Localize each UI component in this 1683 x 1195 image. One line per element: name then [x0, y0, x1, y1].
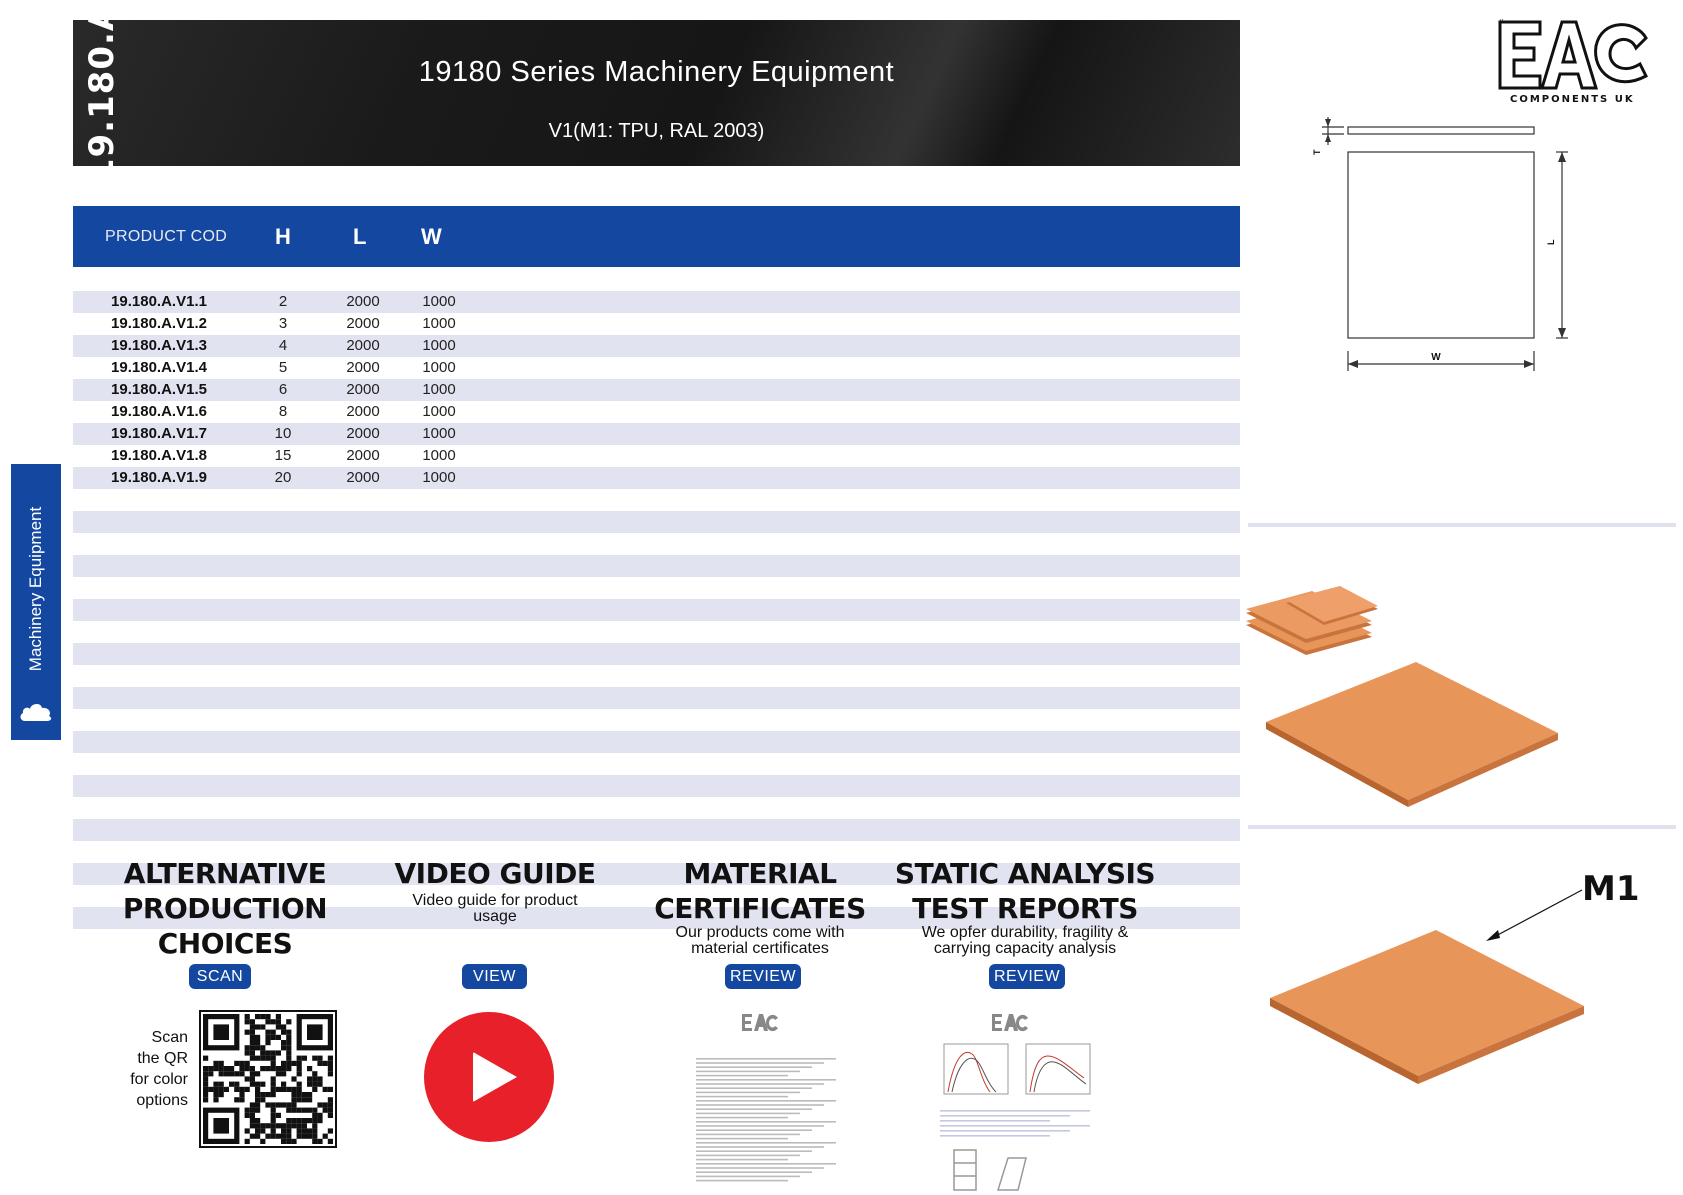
cell-w	[409, 709, 469, 731]
cell-product-code: 19.180.A.V1.1	[111, 293, 207, 310]
cell-h	[263, 621, 303, 643]
cell-h: 6	[278, 381, 288, 398]
cell-l	[333, 775, 393, 797]
table-row-empty	[73, 753, 1240, 775]
table-row-empty	[73, 599, 1240, 621]
cell-h	[263, 775, 303, 797]
play-icon[interactable]	[424, 1012, 554, 1142]
test-report-preview	[930, 1008, 1110, 1190]
cell-w	[409, 753, 469, 775]
cell-l: 2000	[346, 359, 380, 376]
cell-w: 1000	[422, 293, 456, 310]
cell-product-code: 19.180.A.V1.4	[111, 359, 207, 376]
technical-drawing	[1300, 115, 1556, 385]
cell-w	[409, 555, 469, 577]
video-title: VIDEO GUIDE	[394, 857, 596, 890]
cell-l: 2000	[346, 293, 380, 310]
video-subtitle-line-1: Video guide for product	[412, 892, 578, 909]
certificates-subtitle	[620, 925, 900, 957]
cell-h	[263, 731, 303, 753]
cell-h	[263, 511, 303, 533]
cell-product-code	[103, 665, 215, 687]
cell-product-code: 19.180.A.V1.6	[111, 403, 207, 420]
plate-side-view	[1348, 127, 1534, 134]
table-row-empty	[73, 819, 1240, 841]
logo-tagline: COMPONENTS UK	[1510, 94, 1635, 105]
cell-w: 1000	[422, 381, 456, 398]
table-row	[73, 423, 1240, 445]
table-row-empty	[73, 709, 1240, 731]
table-row-empty	[73, 687, 1240, 709]
table-row-empty	[73, 665, 1240, 687]
cell-product-code	[103, 643, 215, 665]
table-row-empty	[73, 643, 1240, 665]
cell-w	[409, 533, 469, 555]
cell-product-code	[103, 797, 215, 819]
table-row-empty	[73, 731, 1240, 753]
cell-product-code	[103, 511, 215, 533]
cell-l: 2000	[346, 425, 380, 442]
table-row	[73, 401, 1240, 423]
cell-h: 2	[278, 293, 288, 310]
cell-l: 2000	[346, 337, 380, 354]
cell-h	[263, 665, 303, 687]
side-tab-label: Machinery Equipment	[26, 506, 45, 672]
test-report-thumbnail[interactable]	[930, 1008, 1110, 1190]
cell-product-code	[103, 709, 215, 731]
table-row-empty	[73, 555, 1240, 577]
cell-product-code	[103, 687, 215, 709]
certificates-subtitle-line-1: Our products come with	[675, 924, 845, 941]
qr-code-pattern	[201, 1012, 335, 1146]
cell-product-code	[103, 731, 215, 753]
cell-product-code	[103, 555, 215, 577]
view-button[interactable]: VIEW	[462, 964, 527, 989]
table-row-empty	[73, 621, 1240, 643]
table-row-empty	[73, 577, 1240, 599]
certificates-title-line-2: CERTIFICATES	[654, 892, 866, 925]
cell-w	[409, 819, 469, 841]
table-header	[73, 206, 1240, 267]
table-row	[73, 467, 1240, 489]
cell-w: 1000	[422, 425, 456, 442]
cell-w	[409, 731, 469, 753]
cell-l	[333, 819, 393, 841]
table-row	[73, 335, 1240, 357]
cell-h	[263, 599, 303, 621]
static-title-line-2: TEST REPORTS	[912, 892, 1138, 925]
table-row	[73, 357, 1240, 379]
certificates-review-button[interactable]: REVIEW	[725, 964, 801, 989]
cell-l	[333, 621, 393, 643]
large-plate-top	[1266, 662, 1558, 800]
cell-w	[409, 687, 469, 709]
static-subtitle-line-1: We opfer durability, fragility &	[921, 924, 1129, 941]
cell-w	[409, 599, 469, 621]
plate-top-view	[1348, 152, 1534, 338]
alternative-title-line-3: CHOICES	[157, 927, 293, 960]
table-row	[73, 291, 1240, 313]
cell-w	[409, 643, 469, 665]
cell-w	[409, 489, 469, 511]
table-row	[73, 445, 1240, 467]
table-row-empty	[73, 797, 1240, 819]
cell-l	[333, 687, 393, 709]
cell-w: 1000	[422, 315, 456, 332]
cell-h: 5	[278, 359, 288, 376]
cell-h	[263, 533, 303, 555]
panel-divider-2	[1248, 825, 1676, 829]
certificate-thumbnail[interactable]	[686, 1008, 854, 1190]
alternative-title-line-1: ALTERNATIVE	[123, 857, 327, 890]
cell-w	[409, 511, 469, 533]
product-table-body	[73, 291, 1240, 929]
eac-logo-mark	[1496, 16, 1652, 96]
cell-product-code: 19.180.A.V1.5	[111, 381, 207, 398]
header-l: L	[353, 224, 367, 249]
cell-l	[333, 577, 393, 599]
cell-product-code	[103, 621, 215, 643]
material-label-m1: M1	[1582, 869, 1640, 909]
cell-l: 2000	[346, 403, 380, 420]
cell-l	[333, 753, 393, 775]
cell-h: 15	[274, 447, 292, 464]
certificates-title-line-1: MATERIAL	[683, 857, 837, 890]
table-row	[73, 313, 1240, 335]
table-row-empty	[73, 511, 1240, 533]
scan-button[interactable]: SCAN	[189, 964, 251, 989]
dim-w-label: W	[1431, 352, 1441, 363]
cell-h	[263, 709, 303, 731]
qr-code[interactable]	[199, 1010, 337, 1148]
m1-plate-top	[1270, 930, 1584, 1076]
cell-product-code: 19.180.A.V1.7	[111, 425, 207, 442]
qr-text-line-3: for color	[130, 1071, 188, 1088]
cell-product-code: 19.180.A.V1.9	[111, 469, 207, 486]
cell-product-code	[103, 533, 215, 555]
cell-w	[409, 577, 469, 599]
dim-l-label: L	[1546, 239, 1556, 245]
alternative-title-line-2: PRODUCTION	[122, 892, 328, 925]
header-w: W	[421, 224, 442, 249]
cell-l: 2000	[346, 469, 380, 486]
logo-quote-mark: “	[1500, 18, 1504, 29]
static-review-button[interactable]: REVIEW	[989, 964, 1065, 989]
certificates-subtitle-line-2: material certificates	[691, 940, 829, 957]
header-banner	[73, 3, 1240, 183]
cell-w: 1000	[422, 447, 456, 464]
static-subtitle	[885, 925, 1165, 957]
cell-h: 10	[274, 425, 292, 442]
cell-h: 8	[278, 403, 288, 420]
cell-product-code: 19.180.A.V1.3	[111, 337, 207, 354]
cell-h	[263, 819, 303, 841]
cell-product-code	[103, 577, 215, 599]
page-title: 19180 Series Machinery Equipment	[418, 56, 895, 88]
table-row-empty	[73, 533, 1240, 555]
cell-l: 2000	[346, 315, 380, 332]
cell-h: 3	[278, 315, 288, 332]
dim-t-label: T	[1312, 149, 1322, 155]
cell-w	[409, 797, 469, 819]
cell-l	[333, 643, 393, 665]
cloud-icon	[19, 700, 53, 722]
cell-h	[263, 643, 303, 665]
cell-w: 1000	[422, 337, 456, 354]
table-row-empty	[73, 489, 1240, 511]
cell-product-code: 19.180.A.V1.2	[111, 315, 207, 332]
cell-l: 2000	[346, 447, 380, 464]
qr-instructions	[120, 1027, 188, 1111]
cell-l	[333, 709, 393, 731]
cell-w	[409, 665, 469, 687]
cell-w	[409, 775, 469, 797]
cell-l	[333, 489, 393, 511]
cell-l	[333, 555, 393, 577]
cell-product-code: 19.180.A.V1.8	[111, 447, 207, 464]
video-subtitle	[355, 893, 635, 925]
cell-w: 1000	[422, 403, 456, 420]
cell-l	[333, 599, 393, 621]
cell-h: 20	[274, 469, 292, 486]
side-category-tab[interactable]	[11, 464, 61, 740]
play-triangle	[473, 1052, 517, 1102]
header-h: H	[275, 224, 291, 249]
cell-product-code	[103, 489, 215, 511]
page-subtitle: V1(M1: TPU, RAL 2003)	[548, 120, 765, 142]
cell-product-code	[103, 599, 215, 621]
cell-h	[263, 797, 303, 819]
cell-l	[333, 731, 393, 753]
series-code-text: 19.180.A	[82, 3, 122, 183]
plate-stack-render	[1240, 555, 1670, 815]
cell-w: 1000	[422, 469, 456, 486]
cell-h	[263, 577, 303, 599]
cell-h	[263, 753, 303, 775]
table-row-empty	[73, 775, 1240, 797]
panel-divider-1	[1248, 523, 1676, 527]
header-product-code: PRODUCT COD	[105, 228, 228, 245]
qr-text-line-4: options	[136, 1092, 188, 1109]
eac-logo	[1496, 16, 1652, 108]
qr-text-line-2: the QR	[137, 1050, 188, 1067]
cell-l	[333, 533, 393, 555]
cell-w	[409, 621, 469, 643]
cell-l	[333, 511, 393, 533]
cell-product-code	[103, 753, 215, 775]
certificate-document-preview	[686, 1008, 854, 1190]
cell-h	[263, 555, 303, 577]
static-title	[885, 856, 1165, 926]
material-plate-render	[1260, 858, 1680, 1118]
video-subtitle-line-2: usage	[473, 908, 517, 925]
cell-w: 1000	[422, 359, 456, 376]
cell-product-code	[103, 775, 215, 797]
static-title-line-1: STATIC ANALYSIS	[894, 857, 1156, 890]
static-subtitle-line-2: carrying capacity analysis	[933, 940, 1117, 957]
qr-text-line-1: Scan	[151, 1029, 188, 1046]
cell-l: 2000	[346, 381, 380, 398]
table-row	[73, 379, 1240, 401]
cell-l	[333, 797, 393, 819]
series-code-vertical	[79, 3, 125, 183]
cell-h: 4	[278, 337, 288, 354]
cell-h	[263, 687, 303, 709]
certificates-title	[620, 856, 900, 926]
cell-h	[263, 489, 303, 511]
cell-product-code	[103, 819, 215, 841]
alternative-title	[90, 856, 360, 961]
cell-l	[333, 665, 393, 687]
